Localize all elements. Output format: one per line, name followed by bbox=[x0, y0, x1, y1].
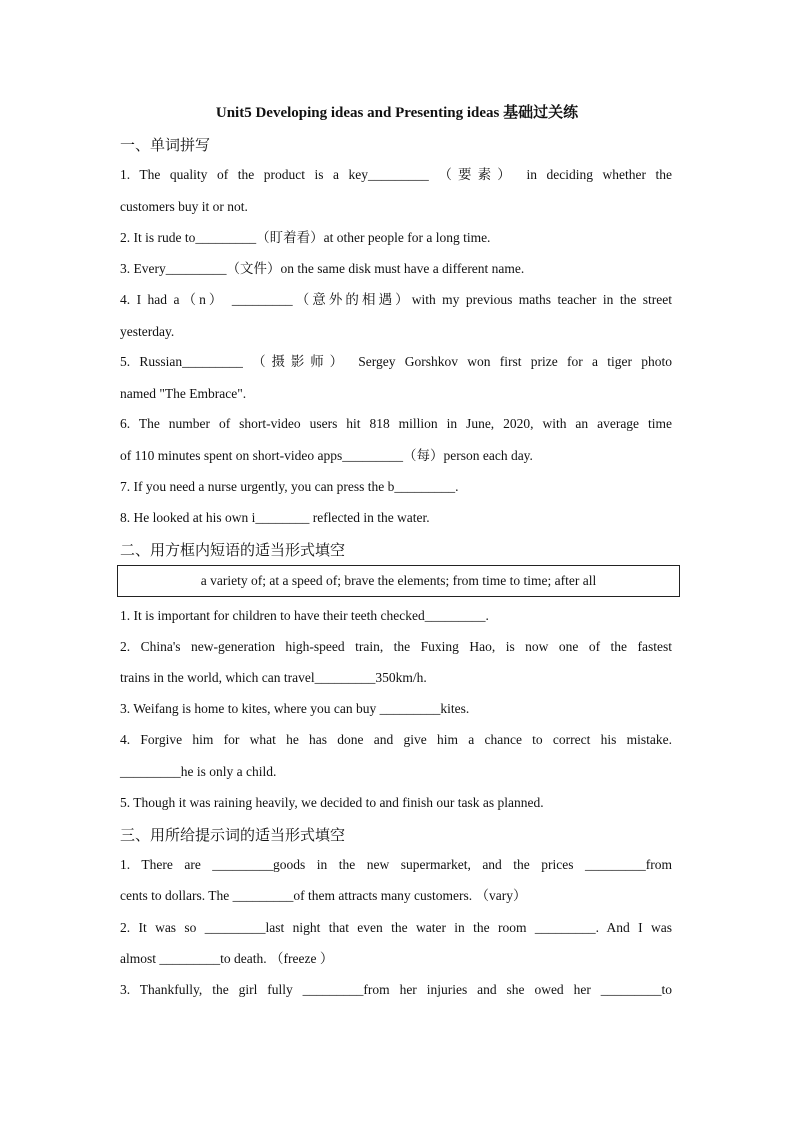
s1-line-6: yesterday. bbox=[120, 324, 175, 339]
s2-line-7: 5. Though it was raining heavily, we decided to and finish our task as planned. bbox=[120, 795, 544, 810]
s1-line-2: customers buy it or not. bbox=[120, 199, 248, 214]
page-title: Unit5 Developing ideas and Presenting ideas 基础过关练 bbox=[215, 105, 579, 121]
s1-line-10: of 110 minutes spent on short-video apps_________（每）person each day. bbox=[120, 448, 533, 463]
s2-line-5: 4. Forgive him for what he has done and give him a chance to correct his mistake. bbox=[120, 732, 672, 747]
s2-line-3: trains in the world, which can travel_________350km/h. bbox=[120, 670, 427, 685]
s3-line-3: 2. It was so _________last night that even the water in the room _________. And I was bbox=[120, 920, 672, 935]
s1-line-5: 4. I had a（n） _________（意外的相遇）with my previous maths teacher in the street bbox=[120, 292, 672, 307]
s2-line-4: 3. Weifang is home to kites, where you can buy _________kites. bbox=[120, 701, 470, 716]
s2-line-1: 1. It is important for children to have their teeth checked_________. bbox=[120, 608, 489, 623]
s3-line-1: 1. There are _________goods in the new supermarket, and the prices _________from bbox=[120, 857, 672, 872]
s1-line-8: named "The Embrace". bbox=[120, 386, 247, 401]
s2-line-2: 2. China's new-generation high-speed train, the Fuxing Hao, is now one of the fastest bbox=[120, 639, 672, 654]
section3-heading: 三、用所给提示词的适当形式填空 bbox=[120, 826, 346, 844]
s1-line-7: 5. Russian_________ （摄影师） Sergey Gorshkov won first prize for a tiger photo bbox=[120, 354, 672, 369]
s3-line-4: almost _________to death. （freeze ） bbox=[120, 951, 334, 966]
s1-line-3: 2. It is rude to_________（盯着看）at other people for a long time. bbox=[120, 230, 491, 245]
s1-line-11: 7. If you need a nurse urgently, you can press the b_________. bbox=[120, 479, 459, 494]
s3-line-2: cents to dollars. The _________of them attracts many customers. （vary） bbox=[120, 888, 527, 903]
s1-line-12: 8. He looked at his own i________ reflected in the water. bbox=[120, 510, 430, 525]
section2-heading: 二、用方框内短语的适当形式填空 bbox=[120, 541, 346, 559]
phrase-box: a variety of; at a speed of; brave the elements; from time to time; after all bbox=[117, 565, 680, 597]
s2-line-6: _________he is only a child. bbox=[120, 764, 277, 779]
s1-line-9: 6. The number of short-video users hit 818 million in June, 2020, with an average time bbox=[120, 416, 672, 431]
s1-line-1: 1. The quality of the product is a key_________ （要素） in deciding whether the bbox=[120, 167, 672, 182]
section1-heading: 一、单词拼写 bbox=[120, 136, 211, 154]
s3-line-5: 3. Thankfully, the girl fully _________from her injuries and she owed her _________to bbox=[120, 982, 672, 997]
s1-line-4: 3. Every_________（文件）on the same disk must have a different name. bbox=[120, 261, 525, 276]
